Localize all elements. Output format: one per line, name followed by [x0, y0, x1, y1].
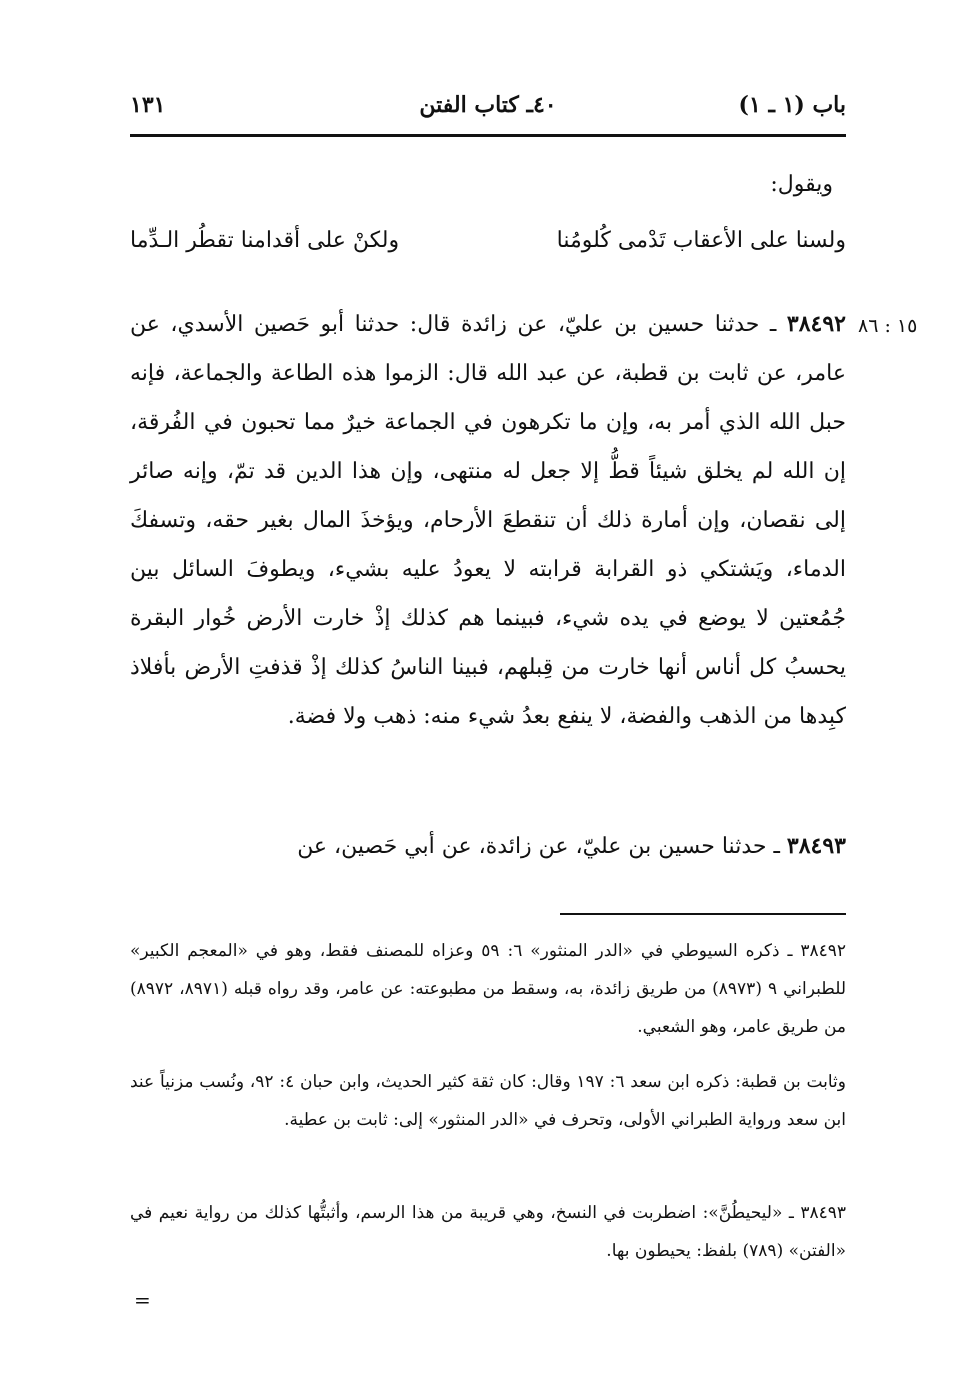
hadith-text: ـ حدثنا حسين بن عليّ، عن زائدة قال: حدثنا أبو حَصين الأسدي، عن عامر، عن ثابت بن قطبة، عن عبد الله قال: الزموا هذه الطاعة والجماعة، فإنه حبل الله الذي أمر به، وإن ما تكرهون في الجماعة خيرٌ مما تحبون في الفُرقة، إن الله لم يخلق شيئاً قطُّ إلا جعل له منتهى، وإن هذا الدين قد تمّ، وإنه صائر إلى نقصان، وإن أمارة ذلك أن تنقطعَ الأرحام، ويؤخذَ المال بغير حقه، وتسفكَ الدماء، ويَشتكي ذو القرابة قرابته لا يعودُ عليه بشيء، ويطوفَ السائل بين جُمُعتين لا يوضع في يده شيء، فبينما هم كذلك إذْ خارت الأرض خُوار البقرة يحسبُ كل أناس أنها خارت من قِبلهم، فبينا الناسُ كذلك إذْ قذفتِ الأرض بأفلاذ كبِدها من الذهب والفضة، لا ينفع بعدُ شيء منه: ذهب ولا فضة.	[130, 312, 846, 729]
hadith-text: ـ حدثنا حسين بن عليّ، عن زائدة، عن أبي حَصين، عن	[297, 834, 780, 859]
hadith-paragraph	[130, 822, 846, 871]
hadith-number: ٣٨٤٩٢	[786, 311, 846, 337]
book-title: ٤٠ـ كتاب الفتن	[419, 92, 557, 118]
footnote-separator	[560, 913, 846, 915]
footnote: ٣٨٤٩٢ ـ ذكره السيوطي في «الدر المنثور» ٦: ٥٩ وعزاه للمصنف فقط، وهو في «المعجم الكبير» للطبراني ٩ (٨٩٧٣) من طريق زائدة، به، وسقط من مطبوعته: عن عامر، وقد رواه قبله (٨٩٧١، ٨٩٧٢) من طريق عامر، وهو الشعبي.	[130, 941, 847, 1037]
margin-reference: ١٥ : ٨٦	[858, 315, 918, 337]
hadith-number: ٣٨٤٩٣	[786, 833, 846, 859]
verse-first-hemistich: ولسنا على الأعقاب تَدْمى كُلومُنا	[556, 228, 846, 253]
running-header	[130, 92, 846, 132]
verse-second-hemistich: ولكنْ على أقدامنا تقطُر الـدِّما	[130, 228, 400, 253]
page-number: ١٣١	[130, 92, 166, 118]
verse-intro: ويقول:	[770, 172, 833, 197]
footnote: ٣٨٤٩٣ ـ «ليحيطُنَّ»: اضطربت في النسخ، وهي قريبة من هذا الرسم، وأثبتُّها كذلك من رواية نعيم في «الفتن» (٧٨٩) بلفظ: يحيطون بها.	[130, 1203, 846, 1261]
chapter-reference: باب (١ ـ ١)	[738, 92, 846, 118]
hadith-paragraph	[130, 300, 846, 741]
poetry-verse	[130, 228, 846, 272]
header-rule	[130, 134, 846, 137]
footnote: وثابت بن قطبة: ذكره ابن سعد ٦: ١٩٧ وقال: كان ثقة كثير الحديث، وابن حبان ٤: ٩٢، ونُسب مزنياً عند ابن سعد ورواية الطبراني الأولى، وتحرف في «الدر المنثور» إلى: ثابت بن عطية.	[130, 1072, 846, 1130]
footnote-continuation-mark: =	[134, 1288, 151, 1312]
